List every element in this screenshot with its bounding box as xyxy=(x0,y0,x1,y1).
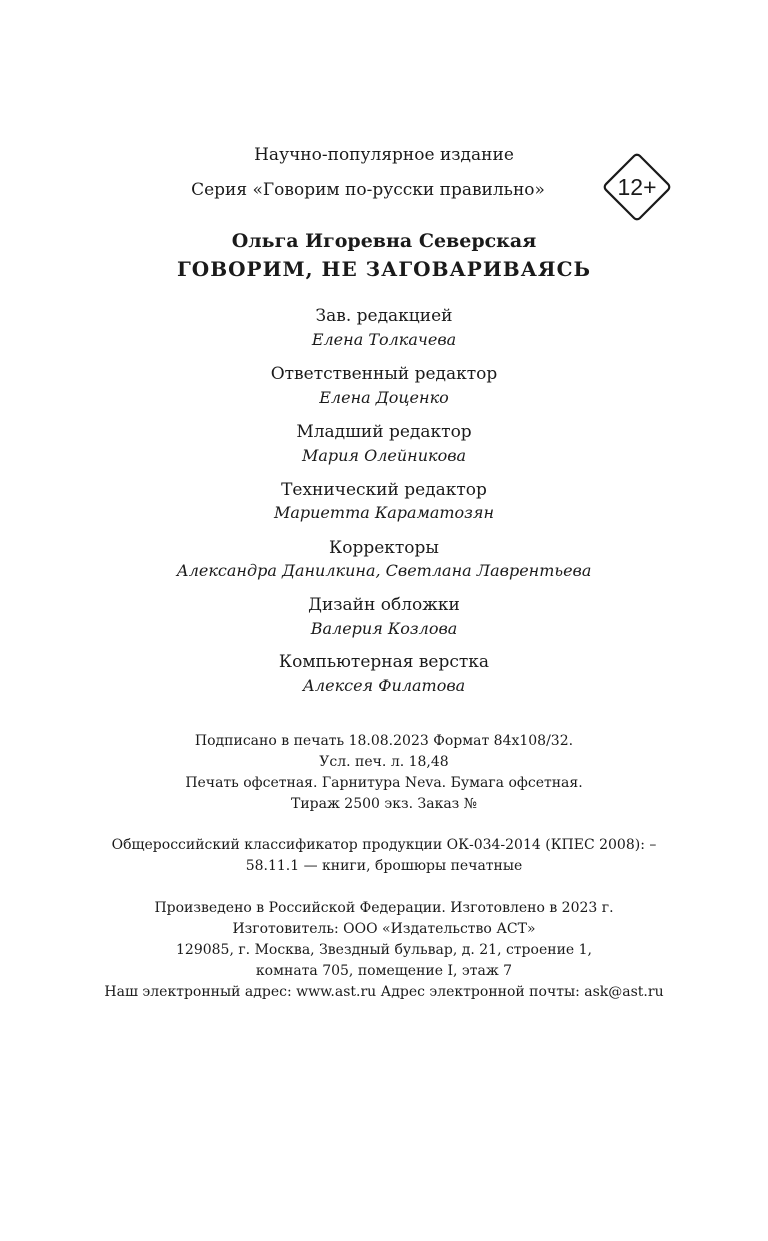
age-rating-badge xyxy=(600,150,674,224)
print-info-line: Тираж 2500 экз. Заказ № xyxy=(290,796,477,812)
author-name: Ольга Игоревна Северская xyxy=(231,230,537,252)
credit-role: Младший редактор xyxy=(296,422,472,442)
classification-line: 58.11.1 — книги, брошюры печатные xyxy=(245,858,523,874)
classification-line: Общероссийский классификатор продукции ОК-034-2014 (КПЕС 2008): – xyxy=(111,837,657,853)
credit-name: Мариетта Караматозян xyxy=(273,503,495,522)
print-info-line: Усл. печ. л. 18,48 xyxy=(319,754,449,770)
credit-name: Елена Толкачева xyxy=(311,330,457,349)
manufacturer-line: комната 705, помещение I, этаж 7 xyxy=(255,963,513,979)
credit-name: Мария Олейникова xyxy=(301,446,467,465)
credit-name: Александра Данилкина, Светлана Лаврентьева xyxy=(176,561,592,580)
manufacturer-line: Произведено в Российской Федерации. Изготовлено в 2023 г. xyxy=(154,900,614,916)
credit-role: Компьютерная верстка xyxy=(278,652,490,672)
manufacturer-line: Изготовитель: ООО «Издательство АСТ» xyxy=(232,921,536,937)
credit-role: Дизайн обложки xyxy=(308,595,460,615)
credit-role: Ответственный редактор xyxy=(270,364,498,384)
age-rating-text: 12+ xyxy=(617,174,657,200)
series-name: Серия «Говорим по-русски правильно» xyxy=(191,180,545,200)
contact-line: Наш электронный адрес: www.ast.ru Адрес электронной почты: ask@ast.ru xyxy=(104,984,664,1000)
print-info-line: Подписано в печать 18.08.2023 Формат 84x108/32. xyxy=(194,733,574,749)
credit-role: Технический редактор xyxy=(281,480,487,500)
credit-role: Зав. редакцией xyxy=(315,306,453,326)
credit-name: Валерия Козлова xyxy=(310,619,458,638)
credit-role: Корректоры xyxy=(329,538,439,558)
print-info-line: Печать офсетная. Гарнитура Neva. Бумага офсетная. xyxy=(185,775,583,791)
manufacturer-line: 129085, г. Москва, Звездный бульвар, д. 21, строение 1, xyxy=(176,942,592,958)
book-title: ГОВОРИМ, НЕ ЗАГОВАРИВАЯСЬ xyxy=(177,257,591,281)
credit-name: Алексея Филатова xyxy=(302,676,466,695)
edition-type: Научно-популярное издание xyxy=(254,145,514,165)
credit-name: Елена Доценко xyxy=(319,388,449,407)
